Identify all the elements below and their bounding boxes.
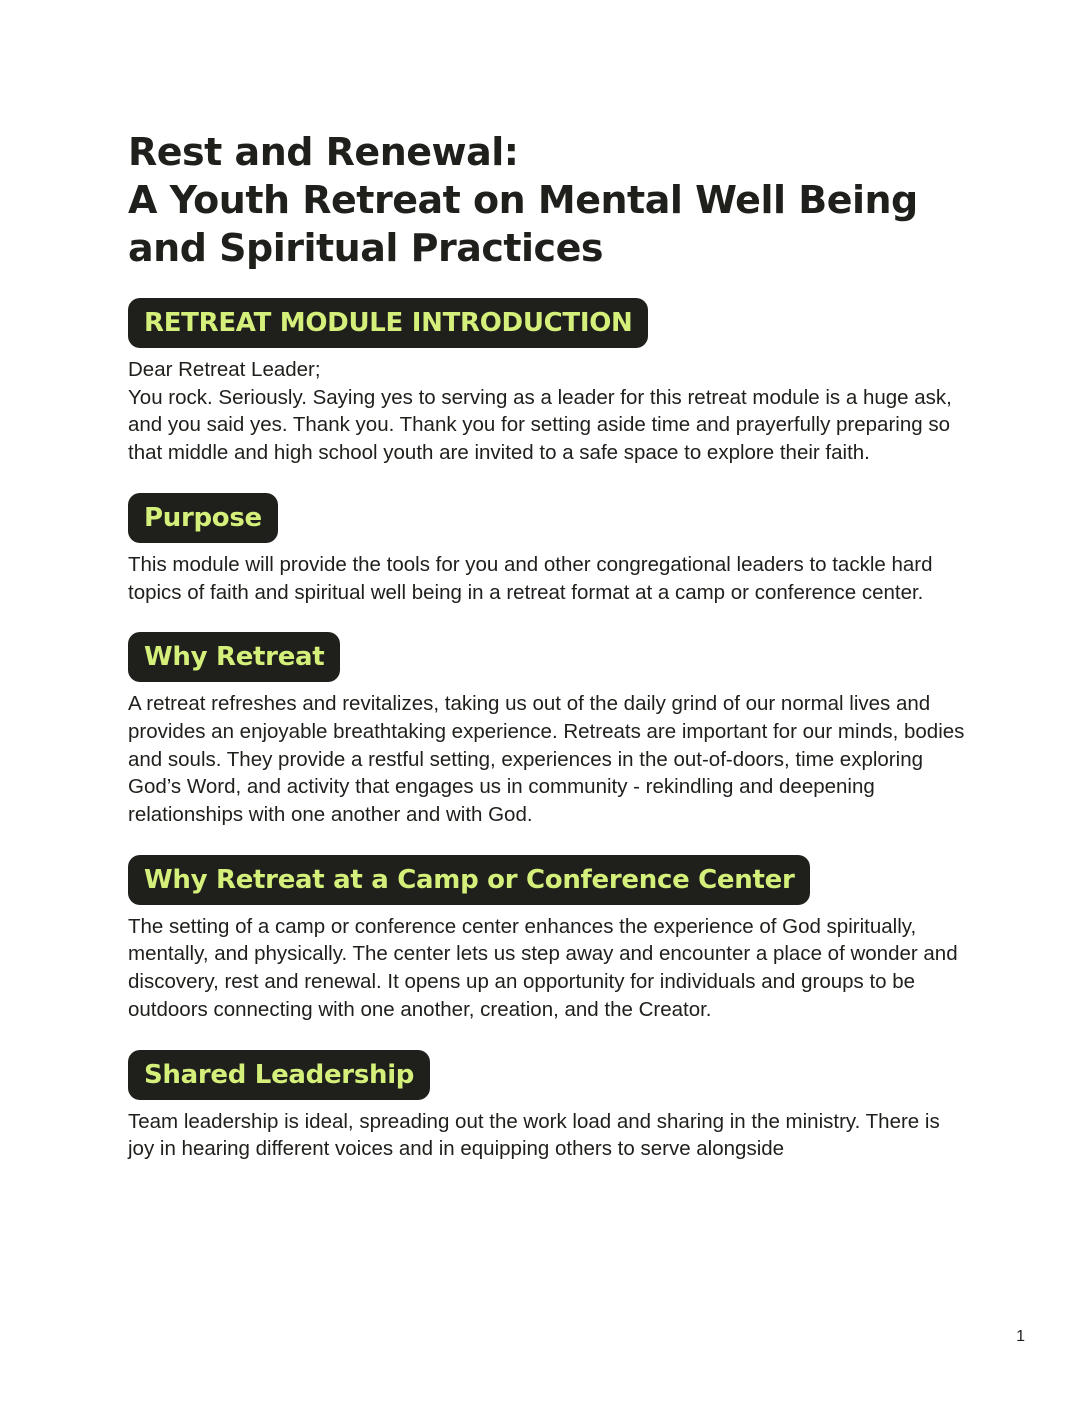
section-why-retreat <box>128 632 1088 829</box>
paragraph: Team leadership is ideal, spreading out the work load and sharing in the ministry. There is joy in hearing different voices and in equipping others to serve alongside <box>128 1109 940 1161</box>
title-line: Rest and Renewal: <box>128 130 519 174</box>
section-heading: RETREAT MODULE INTRODUCTION <box>128 298 648 348</box>
paragraph: You rock. Seriously. Saying yes to serving as a leader for this retreat module is a huge ask, and you said yes. Thank you. Thank you for setting aside time and prayerfully preparing so that middle and high school youth are invited to a safe space to explore their faith. <box>128 385 952 465</box>
section-heading: Purpose <box>128 493 278 543</box>
section-heading: Why Retreat at a Camp or Conference Center <box>128 855 810 905</box>
section-purpose <box>128 493 1088 606</box>
section-body <box>128 1108 968 1163</box>
section-heading: Why Retreat <box>128 632 340 682</box>
section-why-camp <box>128 855 1088 1024</box>
document-title <box>128 128 1088 272</box>
title-line: A Youth Retreat on Mental Well Being <box>128 178 918 222</box>
section-body <box>128 551 968 606</box>
section-introduction <box>128 298 1088 467</box>
section-body <box>128 913 968 1024</box>
section-body <box>128 690 968 829</box>
section-body <box>128 356 968 467</box>
paragraph: This module will provide the tools for you and other congregational leaders to tackle hard topics of faith and spiritual well being in a retreat format at a camp or conference center. <box>128 552 933 604</box>
paragraph: Dear Retreat Leader; <box>128 358 321 381</box>
paragraph: A retreat refreshes and revitalizes, taking us out of the daily grind of our normal lives and provides an enjoyable breathtaking experience. Retreats are important for our minds, bodies and souls. They provide a restful setting, experiences in the out-of-doors, time exploring God’s Word, and activity that engages us in community - rekindling and deepening relationships with one another and with God. <box>128 692 965 827</box>
page-number: 1 <box>1016 1328 1025 1345</box>
section-heading: Shared Leadership <box>128 1050 430 1100</box>
paragraph: The setting of a camp or conference center enhances the experience of God spiritually, mentally, and physically. The center lets us step away and encounter a place of wonder and discovery, rest and renewal. It opens up an opportunity for individuals and groups to be outdoors connecting with one another, creation, and the Creator. <box>128 914 958 1021</box>
section-shared-leadership <box>128 1050 1088 1163</box>
title-line: and Spiritual Practices <box>128 226 603 270</box>
